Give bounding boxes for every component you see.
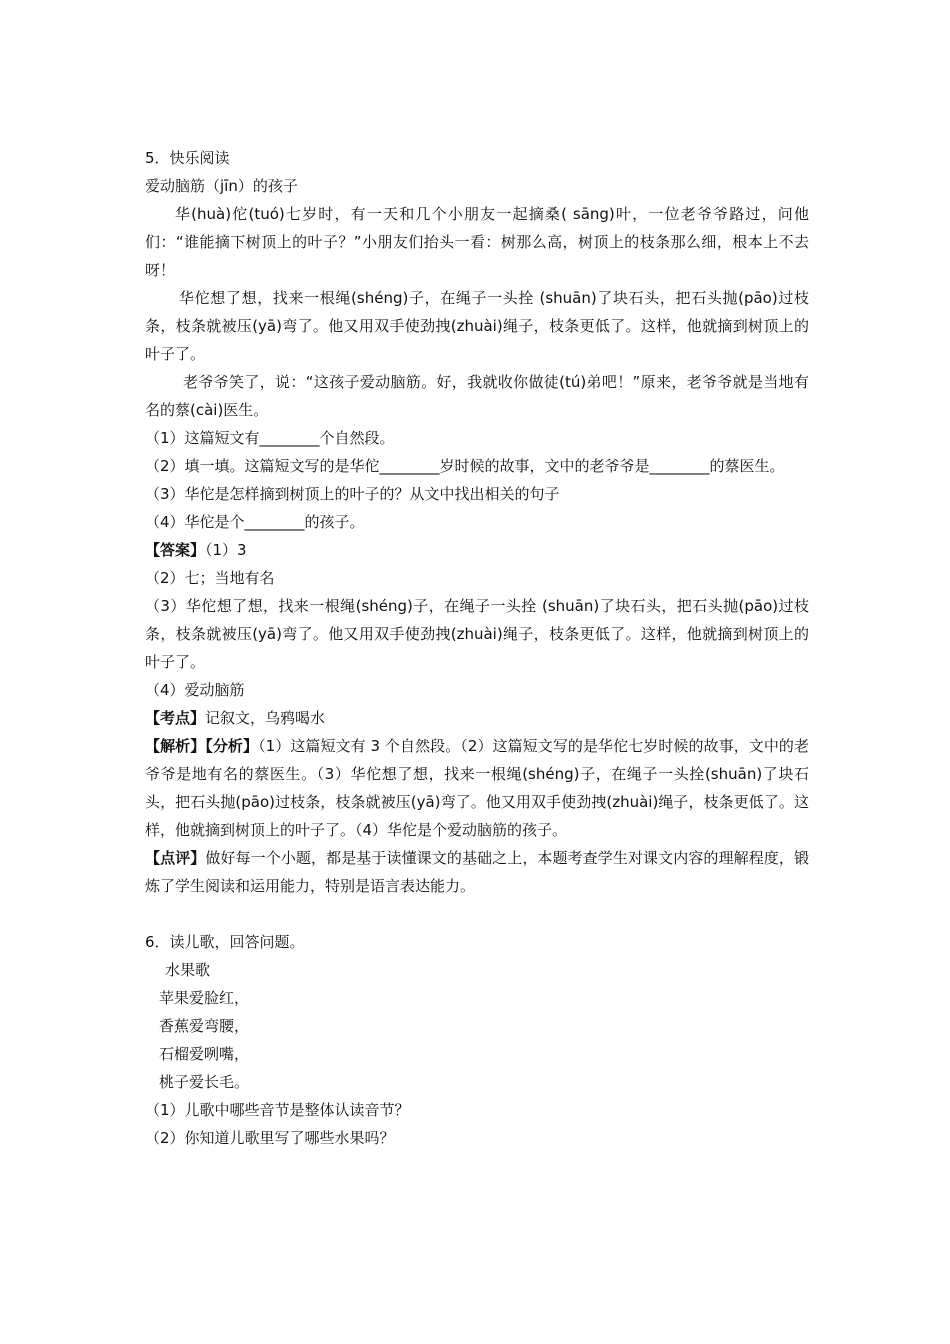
question-5-4: （4）华佗是个________的孩子。 — [145, 513, 365, 531]
kaodian-line — [145, 704, 809, 732]
question-6-2: （2）你知道儿歌里写了哪些水果吗？ — [145, 1129, 395, 1147]
story-paragraph-1: 华(huà)佗(tuó)七岁时，有一天和几个小朋友一起摘桑( sāng)叶，一位老爷爷路过，问他们：“谁能摘下树顶上的叶子？”小朋友们抬头一看：树那么高，树顶上的枝条那么细，根本上不去呀！ — [145, 205, 809, 279]
answer-line-1 — [145, 536, 809, 564]
dianping-tag: 【点评】 — [145, 849, 206, 867]
poem-line-3: 石榴爱咧嘴， — [159, 1045, 250, 1063]
question-5-2: （2）填一填。这篇短文写的是华佗________岁时候的故事，文中的老爷爷是________的蔡医生。 — [145, 457, 785, 475]
dianping-paragraph — [145, 844, 809, 900]
answer-1: （1）3 — [205, 541, 247, 559]
question-6-heading: 6．读儿歌，回答问题。 — [145, 933, 305, 951]
story-title: 爱动脑筋（jīn）的孩子 — [145, 177, 298, 195]
jiexi-text: （1）这篇短文有 3 个自然段。（2）这篇短文写的是华佗七岁时候的故事，文中的老爷爷是地有名的蔡医生。（3）华佗想了想，找来一根绳(shéng)子，在绳子一头拴(shuān)了块石头，把石头抛(pāo)过枝条，枝条就被压(yā)弯了。他又用双手使劲拽(zhuài)绳子，枝条更低了。这样，他就摘到树顶上的叶子了。（4）华佗是个爱动脑筋的孩子。 — [145, 737, 809, 839]
answer-3: （3）华佗想了想，找来一根绳(shéng)子，在绳子一头拴 (shuān)了块石头，把石头抛(pāo)过枝条，枝条就被压(yā)弯了。他又用双手使劲拽(zhuài)绳子，枝条更低了。这样，他就摘到树顶上的叶子了。 — [145, 597, 809, 671]
story-paragraph-3: 老爷爷笑了，说：“这孩子爱动脑筋。好，我就收你做徒(tú)弟吧！”原来，老爷爷就是当地有名的蔡(cài)医生。 — [145, 373, 809, 419]
document-content — [145, 144, 809, 1152]
answer-tag: 【答案】 — [145, 541, 206, 559]
section-gap — [145, 900, 809, 928]
dianping-text: 做好每一个小题，都是基于读懂课文的基础之上，本题考查学生对课文内容的理解程度，锻炼了学生阅读和运用能力，特别是语言表达能力。 — [145, 849, 809, 895]
jiexi-paragraph — [145, 732, 809, 844]
question-6-1: （1）儿歌中哪些音节是整体认读音节？ — [145, 1101, 410, 1119]
jiexi-tag: 【解析】【分析】 — [145, 737, 259, 755]
story-paragraph-2: 华佗想了想，找来一根绳(shéng)子，在绳子一头拴 (shuān)了块石头，把石头抛(pāo)过枝条，枝条就被压(yā)弯了。他又用双手使劲拽(zhuài)绳子，枝条更低了。这样，他就摘到树顶上的叶子了。 — [145, 289, 809, 363]
poem-line-4: 桃子爱长毛。 — [159, 1073, 250, 1091]
answer-2: （2）七；当地有名 — [145, 569, 275, 587]
kaodian-text: 记叙文，乌鸦喝水 — [205, 709, 326, 727]
question-5-heading: 5．快乐阅读 — [145, 149, 230, 167]
poem-line-2: 香蕉爱弯腰， — [159, 1017, 250, 1035]
question-5-3: （3）华佗是怎样摘到树顶上的叶子的？从文中找出相关的句子 — [145, 485, 560, 503]
kaodian-tag: 【考点】 — [145, 709, 206, 727]
poem-title: 水果歌 — [165, 961, 211, 979]
answer-4: （4）爱动脑筋 — [145, 681, 245, 699]
poem-line-1: 苹果爱脸红， — [159, 989, 250, 1007]
question-5-1: （1）这篇短文有________个自然段。 — [145, 429, 395, 447]
